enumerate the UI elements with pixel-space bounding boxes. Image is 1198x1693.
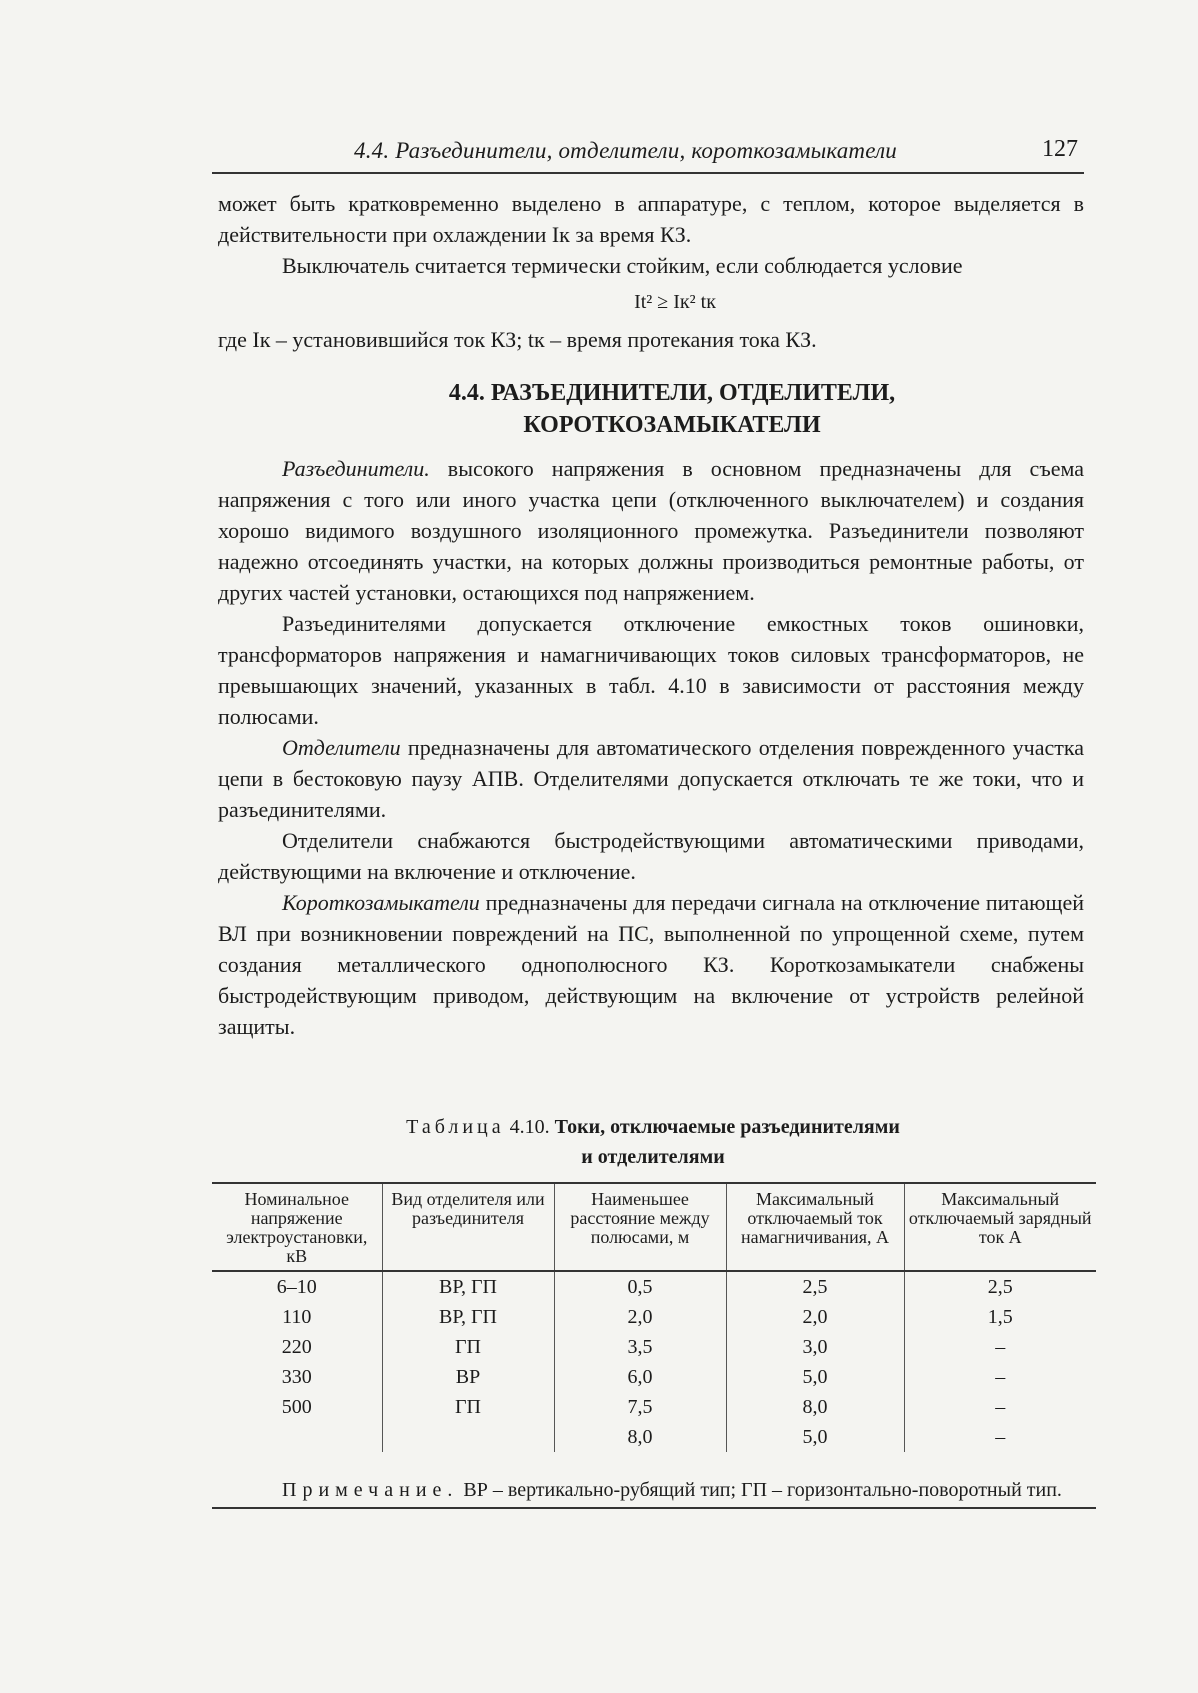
table-cell: 0,5 (554, 1271, 726, 1302)
table-row (212, 1362, 1096, 1392)
table-cell: 3,0 (726, 1332, 904, 1362)
table-cell: 6–10 (276, 1276, 317, 1298)
table-cell: 1,5 (904, 1302, 1096, 1332)
table-cell: ВР (382, 1362, 554, 1392)
table-note (212, 1478, 1096, 1509)
thermal-stability-formula: It² ≥ Iк² tк (634, 291, 716, 313)
table-cell: 5,0 (726, 1422, 904, 1452)
table-cell: – (904, 1332, 1096, 1362)
table-cell: 6,0 (554, 1362, 726, 1392)
table-caption-number: 4.10. (504, 1116, 555, 1138)
table-caption (218, 1112, 1088, 1172)
section-title (218, 377, 1084, 441)
column-header: Номинальное напряжение электроустановки, кВ (212, 1183, 382, 1271)
table-cell: ВР, ГП (382, 1271, 554, 1302)
table-cell: ГП (382, 1392, 554, 1422)
body-text (218, 188, 1084, 1042)
table-row (212, 1392, 1096, 1422)
table-row (212, 1332, 1096, 1362)
table-cell: ВР, ГП (382, 1302, 554, 1332)
table-cell: 5,0 (726, 1362, 904, 1392)
table-row (212, 1271, 1096, 1302)
table-caption-line-1 (218, 1112, 1088, 1142)
currents-table (212, 1182, 1096, 1452)
intro-paragraph-2: Выключатель считается термически стойким, если соблюдается условие (282, 253, 963, 278)
table-header-row (212, 1183, 1096, 1271)
section-paragraph-3 (218, 732, 1084, 825)
section-paragraph-1 (218, 453, 1084, 608)
table-note-text: ВР – вертикально-рубящий тип; ГП – горизонтально-поворотный тип. (458, 1479, 1062, 1501)
section-title-line-2: КОРОТКОЗАМЫКАТЕЛИ (523, 412, 821, 438)
table-cell: 2,0 (726, 1302, 904, 1332)
section-paragraph-4: Отделители снабжаются быстродействующими автоматическими приводами, действующими на включение и отключение. (218, 828, 1084, 884)
table-row (212, 1302, 1096, 1332)
intro-paragraph-3: где Iк – установившийся ток КЗ; tк – время протекания тока КЗ. (218, 327, 817, 352)
table-cell: 8,0 (726, 1392, 904, 1422)
section-paragraph-1-text: высокого напряжения в основном предназначены для съема напряжения с того или иного участка цепи (отключенного выключателем) и создания хорошо видимого воздушного изоляционного промежутка. Разъединители позволяют надежно отсоединять участки, на которых должны производиться ремонтные работы, от других частей установки, остающихся под напряжением. (218, 456, 1084, 605)
table-cell: 8,0 (554, 1422, 726, 1452)
table-cell (382, 1422, 554, 1452)
running-header (212, 130, 1084, 174)
section-paragraph-5-text: предназначены для передачи сигнала на отключение питающей ВЛ при возникновении повреждений на ПС, выполненной по упрощенной схеме, путем создания металлического однополюсного КЗ. Короткозамыкатели снабжены быстродействующим приводом, действующим на включение от устройств релейной защиты. (218, 890, 1084, 1039)
table-cell: 330 (281, 1366, 312, 1388)
table-cell: – (904, 1422, 1096, 1452)
term-disconnectors: Разъединители. (282, 456, 430, 481)
column-header: Наименьшее расстояние между полюсами, м (554, 1183, 726, 1271)
table-cell: 2,0 (554, 1302, 726, 1332)
section-paragraph-5 (218, 887, 1084, 1042)
page-number: 127 (1042, 136, 1078, 162)
section-paragraph-2: Разъединителями допускается отключение емкостных токов ошиновки, трансформаторов напряжения и намагничивающих токов силовых трансформаторов, не превышающих значений, указанных в табл. 4.10 в зависимости от расстояния между полюсами. (218, 611, 1084, 729)
column-header: Максимальный отключаемый зарядный ток А (904, 1183, 1096, 1271)
table-note-first-line (212, 1479, 1062, 1501)
table-note-label: Примечание. (282, 1479, 459, 1501)
table-cell: 500 (281, 1396, 312, 1418)
table-cell: – (904, 1362, 1096, 1392)
table-cell: ГП (382, 1332, 554, 1362)
table-cell: – (904, 1392, 1096, 1422)
table-caption-title-2: и отделителями (581, 1146, 725, 1168)
table-cell: 3,5 (554, 1332, 726, 1362)
section-title-line-1: 4.4. РАЗЪЕДИНИТЕЛИ, ОТДЕЛИТЕЛИ, (448, 380, 896, 406)
table-cell: 110 (282, 1306, 312, 1328)
term-separators: Отделители (282, 735, 401, 760)
running-header-title: 4.4. Разъединители, отделители, короткозамыкатели (354, 138, 898, 163)
intro-paragraph-1: может быть кратковременно выделено в аппаратуре, с теплом, которое выделяется в действительности при охлаждении Iк за время КЗ. (218, 191, 1084, 247)
section-paragraph-3-text: предназначены для автоматического отделения поврежденного участка цепи в бестоковую паузу АПВ. Отделителями допускается отключать те же токи, что и разъединителями. (218, 735, 1084, 822)
table-caption-line-2 (218, 1142, 1088, 1172)
column-header: Максимальный отключаемый ток намагничивания, А (726, 1183, 904, 1271)
table-cell: 220 (281, 1336, 312, 1358)
table-cell: 7,5 (554, 1392, 726, 1422)
table-caption-label: Таблица (406, 1116, 505, 1138)
column-header: Вид отделителя или разъединителя (382, 1183, 554, 1271)
table-cell (212, 1422, 382, 1452)
table-cell: 2,5 (904, 1271, 1096, 1302)
term-short-circuiters: Короткозамыкатели (282, 890, 480, 915)
table-row (212, 1422, 1096, 1452)
table-caption-title-1: Токи, отключаемые разъединителями (554, 1116, 900, 1138)
table-cell: 2,5 (726, 1271, 904, 1302)
